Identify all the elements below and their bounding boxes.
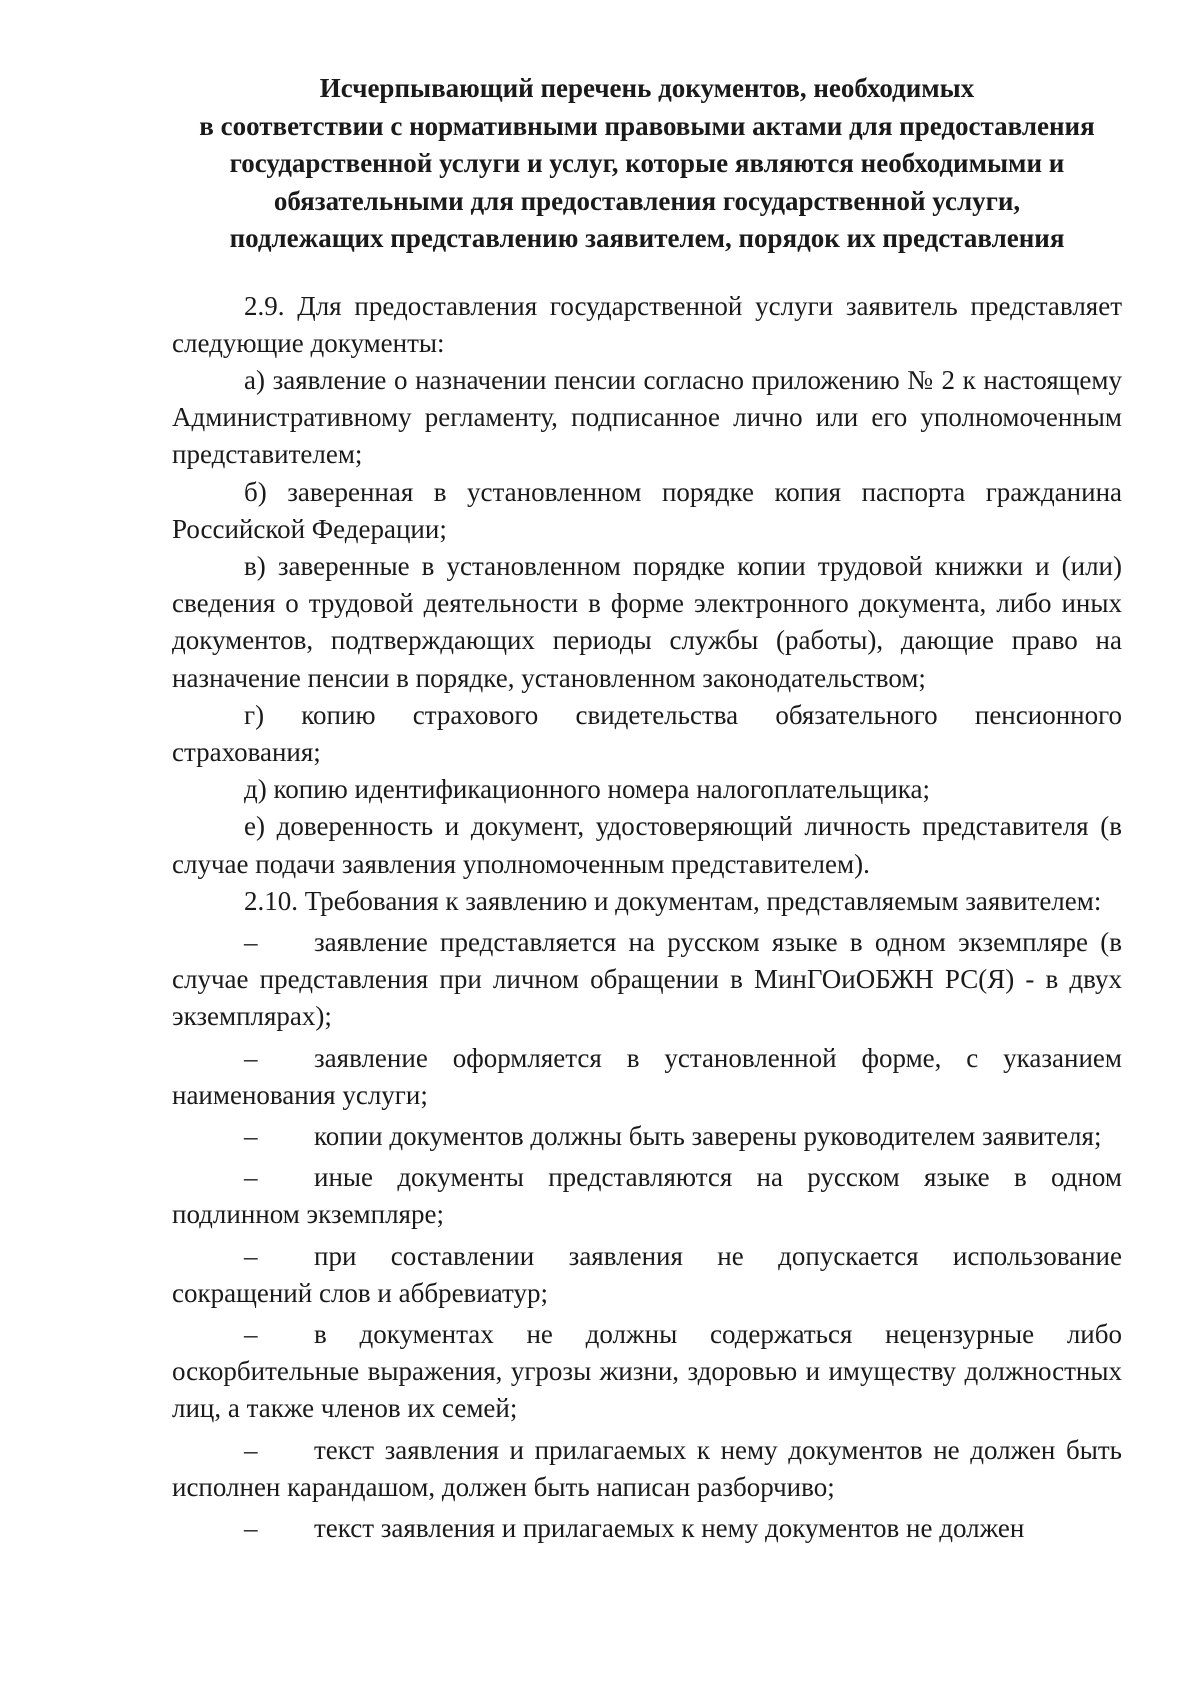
requirement-text: текст заявления и прилагаемых к нему документов не должен быть исполнен карандашом, должен быть написан разборчиво;	[172, 1434, 1122, 1502]
list-item-g: г) копию страхового свидетельства обязательного пенсионного страхования;	[172, 699, 1122, 767]
heading-line: в соответствии с нормативными правовыми актами для предоставления	[199, 110, 1095, 141]
list-item-v: в) заверенные в установленном порядке копии трудовой книжки и (или) сведения о трудовой деятельности в форме электронного документа, либо иных документов, подтверждающих периоды службы (работы), дающие право на назначение пенсии в порядке, установленном законодательством;	[172, 550, 1122, 693]
requirement-text: в документах не должны содержаться нецензурные либо оскорбительные выражения, угрозы жизни, здоровью и имуществу должностных лиц, а также членов их семей;	[172, 1318, 1122, 1424]
dash-marker: –	[244, 1240, 258, 1271]
requirement-item	[172, 1118, 1122, 1155]
document-body	[172, 288, 1122, 1548]
requirement-item	[172, 1159, 1122, 1233]
paragraph-2-9-intro: 2.9. Для предоставления государственной услуги заявитель представляет следующие документы:	[172, 290, 1122, 358]
requirement-item	[172, 1238, 1122, 1312]
dash-marker: –	[244, 1434, 258, 1465]
dash-marker: –	[244, 1513, 258, 1543]
section-heading	[172, 70, 1122, 258]
list-item-e: е) доверенность и документ, удостоверяющий личность представителя (в случае подачи заявления уполномоченным представителем).	[172, 811, 1122, 879]
dash-marker: –	[244, 1120, 258, 1151]
requirement-text: копии документов должны быть заверены руководителем заявителя;	[314, 1120, 1102, 1151]
document-page	[172, 70, 1122, 1547]
requirement-text: заявление оформляется в установленной форме, с указанием наименования услуги;	[172, 1042, 1122, 1110]
dash-marker: –	[244, 926, 258, 957]
list-item-d: д) копию идентификационного номера налогоплательщика;	[244, 774, 930, 805]
dash-marker: –	[244, 1318, 258, 1349]
heading-line: подлежащих представлению заявителем, порядок их представления	[229, 223, 1065, 253]
requirement-item	[172, 1040, 1122, 1114]
list-item-a: а) заявление о назначении пенсии согласно приложению № 2 к настоящему Административному регламенту, подписанное лично или его уполномоченным представителем;	[172, 364, 1122, 470]
heading-line: обязательными для предоставления государственной услуги,	[273, 185, 1021, 216]
requirement-text: текст заявления и прилагаемых к нему документов не должен	[314, 1513, 1025, 1543]
heading-line: Исчерпывающий перечень документов, необходимых	[319, 73, 975, 103]
requirement-item	[172, 1316, 1122, 1428]
heading-line: государственной услуги и услуг, которые являются необходимыми и	[229, 148, 1065, 178]
dash-marker: –	[244, 1162, 258, 1193]
dash-marker: –	[244, 1042, 258, 1073]
requirement-text: иные документы представляются на русском языке в одном подлинном экземпляре;	[172, 1162, 1122, 1230]
requirement-text: заявление представляется на русском языке в одном экземпляре (в случае представления при личном обращении в МинГОиОБЖН РС(Я) - в двух экземплярах);	[172, 926, 1122, 1032]
requirement-item	[172, 924, 1122, 1036]
requirement-item	[172, 1432, 1122, 1506]
list-item-b: б) заверенная в установленном порядке копия паспорта гражданина Российской Федерации;	[172, 476, 1122, 544]
requirement-item	[172, 1510, 1122, 1547]
paragraph-2-10-intro: 2.10. Требования к заявлению и документам, представляемым заявителем:	[244, 885, 1102, 916]
requirement-text: при составлении заявления не допускается использование сокращений слов и аббревиатур;	[172, 1240, 1122, 1308]
